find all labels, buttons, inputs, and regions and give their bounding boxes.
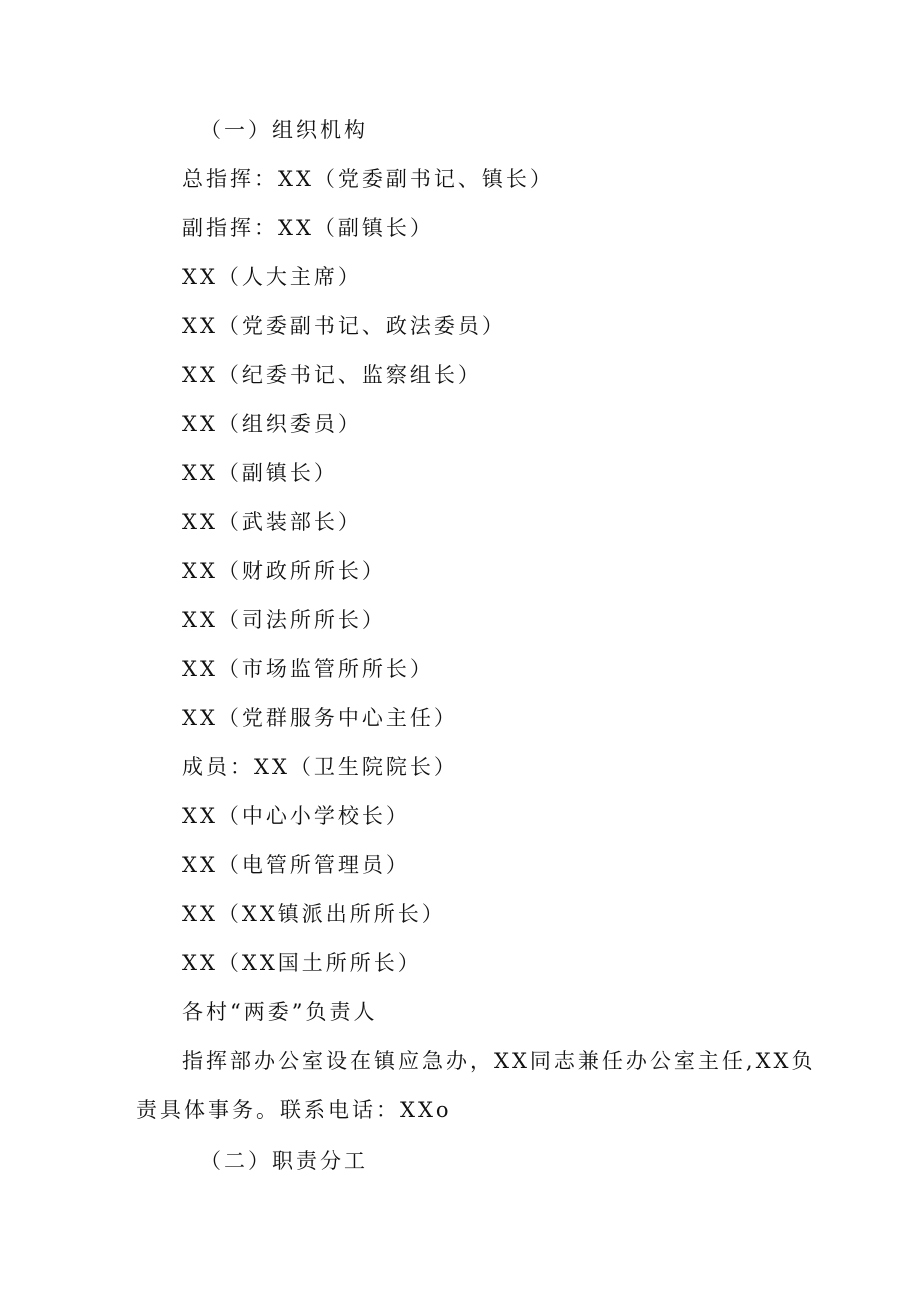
member-line: 副指挥：XX（副镇长） <box>182 216 434 240</box>
member-line: XX（党委副书记、政法委员） <box>182 314 506 338</box>
section-heading-organization: （一）组织机构 <box>200 118 368 142</box>
member-line: XX（人大主席） <box>182 265 362 289</box>
member-line: XX（市场监管所所长） <box>182 657 434 681</box>
member-line: XX（XX国土所所长） <box>182 951 422 975</box>
member-line: 总指挥：XX（党委副书记、镇长） <box>182 167 554 191</box>
member-line: XX（纪委书记、监察组长） <box>182 363 482 387</box>
member-line: XX（武装部长） <box>182 510 362 534</box>
member-line: XX（电管所管理员） <box>182 853 410 877</box>
member-line: XX（司法所所长） <box>182 608 386 632</box>
office-paragraph-line2: 责具体事务。联系电话：XXo <box>136 1098 452 1122</box>
member-line: XX（中心小学校长） <box>182 804 410 828</box>
office-paragraph-line1: 指挥部办公室设在镇应急办，XX同志兼任办公室主任,XX负 <box>182 1049 816 1073</box>
member-line: XX（XX镇派出所所长） <box>182 902 446 926</box>
member-line: XX（副镇长） <box>182 461 338 485</box>
section-heading-duties: （二）职责分工 <box>200 1149 368 1173</box>
member-line: XX（财政所所长） <box>182 559 386 583</box>
member-line: 成员：XX（卫生院院长） <box>182 755 458 779</box>
member-line: XX（组织委员） <box>182 412 362 436</box>
member-line: XX（党群服务中心主任） <box>182 706 458 730</box>
member-line: 各村“两委”负责人 <box>182 1000 378 1024</box>
